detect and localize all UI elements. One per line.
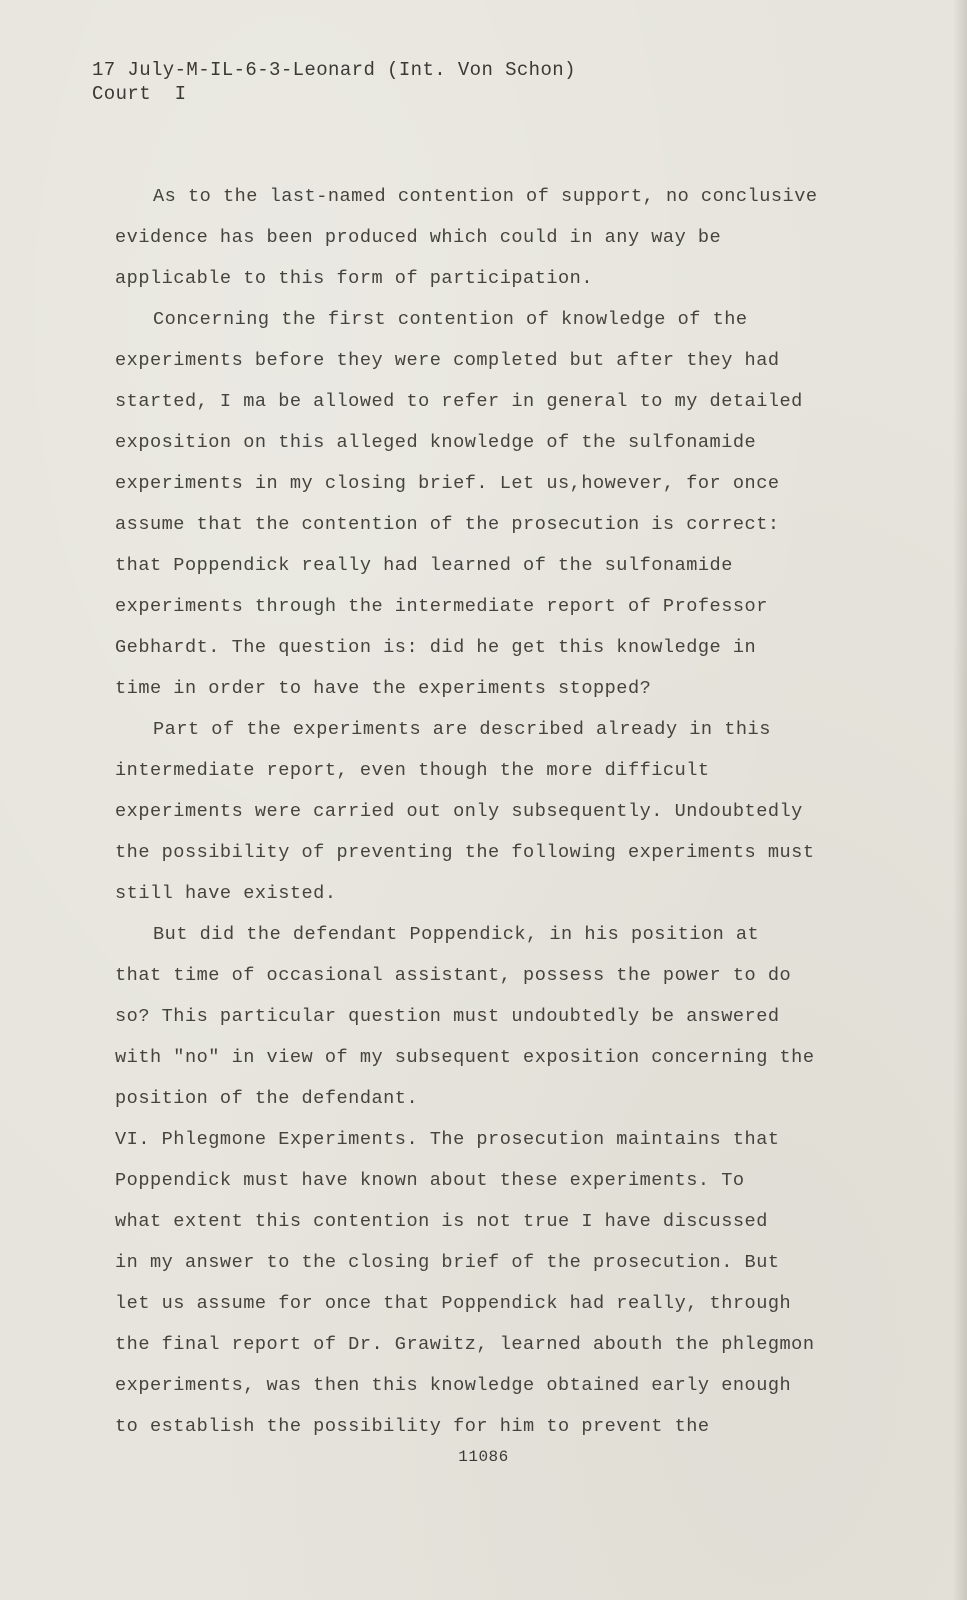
text-line: experiments through the intermediate report of Professor xyxy=(115,596,768,617)
text-line: Concerning the first contention of knowledge of the xyxy=(153,309,748,330)
text-line: time in order to have the experiments stopped? xyxy=(115,678,652,699)
text-line: the final report of Dr. Grawitz, learned abouth the phlegmon xyxy=(115,1334,815,1355)
text-line: that time of occasional assistant, possess the power to do xyxy=(115,965,792,986)
header-reference-line: 17 July-M-IL-6-3-Leonard (Int. Von Schon) xyxy=(92,59,576,81)
text-line: to establish the possibility for him to prevent the xyxy=(115,1416,710,1437)
text-line: started, I ma be allowed to refer in general to my detailed xyxy=(115,391,803,412)
page-edge-shadow xyxy=(953,0,967,1600)
text-line: experiments were carried out only subsequently. Undoubtedly xyxy=(115,801,803,822)
text-line: with "no" in view of my subsequent exposition concerning the xyxy=(115,1047,815,1068)
text-line: let us assume for once that Poppendick had really, through xyxy=(115,1293,792,1314)
header-court-line: Court I xyxy=(92,83,187,105)
text-line: experiments before they were completed but after they had xyxy=(115,350,780,371)
text-line: position of the defendant. xyxy=(115,1088,419,1109)
text-line: in my answer to the closing brief of the prosecution. But xyxy=(115,1252,780,1273)
text-line: intermediate report, even though the more difficult xyxy=(115,760,710,781)
text-line: assume that the contention of the prosecution is correct: xyxy=(115,514,780,535)
text-line: experiments, was then this knowledge obtained early enough xyxy=(115,1375,792,1396)
text-line: applicable to this form of participation. xyxy=(115,268,593,289)
text-line: so? This particular question must undoubtedly be answered xyxy=(115,1006,780,1027)
text-line: what extent this contention is not true I have discussed xyxy=(115,1211,768,1232)
text-line: Poppendick must have known about these experiments. To xyxy=(115,1170,745,1191)
section-heading-line: VI. Phlegmone Experiments. The prosecution maintains that xyxy=(115,1129,780,1150)
text-line: As to the last-named contention of support, no conclusive xyxy=(153,186,818,207)
document-header xyxy=(92,58,576,106)
text-line: exposition on this alleged knowledge of the sulfonamide xyxy=(115,432,757,453)
text-line: the possibility of preventing the following experiments must xyxy=(115,842,815,863)
text-line: evidence has been produced which could in any way be xyxy=(115,227,722,248)
text-line: Part of the experiments are described already in this xyxy=(153,719,771,740)
page-number: 11086 xyxy=(458,1448,509,1466)
text-line: that Poppendick really had learned of the sulfonamide xyxy=(115,555,733,576)
text-line: Gebhardt. The question is: did he get this knowledge in xyxy=(115,637,757,658)
document-body xyxy=(115,176,855,1447)
text-line: still have existed. xyxy=(115,883,337,904)
text-line: But did the defendant Poppendick, in his position at xyxy=(153,924,760,945)
text-line: experiments in my closing brief. Let us,however, for once xyxy=(115,473,780,494)
